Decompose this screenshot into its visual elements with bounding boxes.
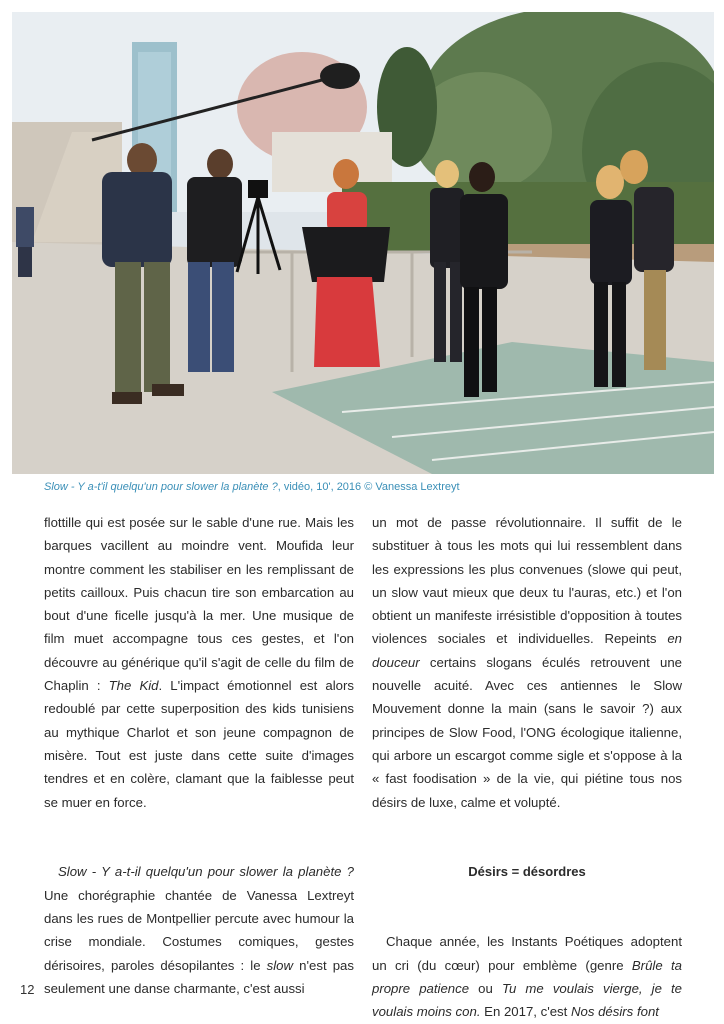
emphasis: Brûle ta propre patience [372, 957, 683, 996]
caption-credits: , vidéo, 10', 2016 © Vanessa Lextreyt [277, 481, 460, 493]
emphasis: Tu me voulais vierge, je te voulais moins con. [372, 980, 682, 1020]
text-run: un mot de passe révolutionnaire. Il suffit de le substituer à tous les mots qui lui ressemblent dans les expressions les plus convenues (slowe qui peut, un slow vaut mieux que deux tu l'auras, etc.) et l'on obtient un manifeste irrésistible d'opposition à toutes violences sociales et individuelles. Repeints [372, 515, 682, 647]
right-paragraph-1 [372, 511, 682, 814]
text-run: Chaque année, les Instants Poétiques adoptent un cri (du cœur) pour emblème (genre [372, 934, 682, 973]
film-still-photo [12, 12, 714, 474]
section-heading: Désirs = désordres [468, 864, 586, 880]
photo-caption [44, 481, 460, 493]
right-paragraph-2 [372, 930, 682, 1023]
emphasis: Nos désirs font [570, 1004, 659, 1020]
left-column [44, 511, 354, 1000]
left-paragraph-1 [44, 511, 354, 814]
work-title: Slow - Y a-t-il quelqu'un pour slower la planète ? [58, 864, 354, 880]
page-number: 12 [20, 982, 35, 997]
text-run: n'est pas seulement une danse charmante, c'est aussi [44, 957, 354, 996]
emphasis: slow [266, 957, 294, 973]
film-title: The Kid [108, 678, 159, 694]
right-column [372, 511, 682, 1024]
text-run: certains slogans éculés retrouvent une nouvelle acuité. Avec ces antiennes le Slow Mouvement donne la main (sans le savoir ?) aux principes de Slow Food, l'ONG écologique italienne, qui arbore un escargot comme sigle et s'oppose à la « fast foodisation » de la vie, qui piétine tous nos désirs de luxe, calme et volupté. [372, 654, 682, 810]
text-run: . L'impact émotionnel est alors redoublé par cette superposition des kids tunisiens au mythique Charlot et son jeune compagnon de misère. Tout est juste dans cette suite d'images tendres et en colère, clamant que la faiblesse peut se muer en force. [44, 678, 355, 810]
text-run: ou [469, 980, 502, 996]
text-run: En 2017, c'est [480, 1004, 571, 1020]
emphasis: en douceur [372, 631, 682, 670]
photo-image [12, 12, 714, 474]
text-run: Une chorégraphie chantée de Vanessa Lextreyt dans les rues de Montpellier percute avec humour la crise mondiale. Costumes comiques, gestes dérisoires, paroles désopilantes : le [44, 887, 354, 973]
text-run: flottille qui est posée sur le sable d'une rue. Mais les barques vacillent au moindre vent. Moufida leur montre comment les stabiliser en les remplissant de petits cailloux. Puis chacun tire son embarcation au bout d'une ficelle jusqu'à la mer. Une musique de film muet accompagne tous ces gestes, et l'on découvre au générique qu'il s'agit de celle du film de Chaplin : [44, 515, 354, 694]
left-paragraph-2 [44, 860, 354, 1000]
caption-title: Slow - Y a-t'il quelqu'un pour slower la planète ? [44, 481, 278, 493]
